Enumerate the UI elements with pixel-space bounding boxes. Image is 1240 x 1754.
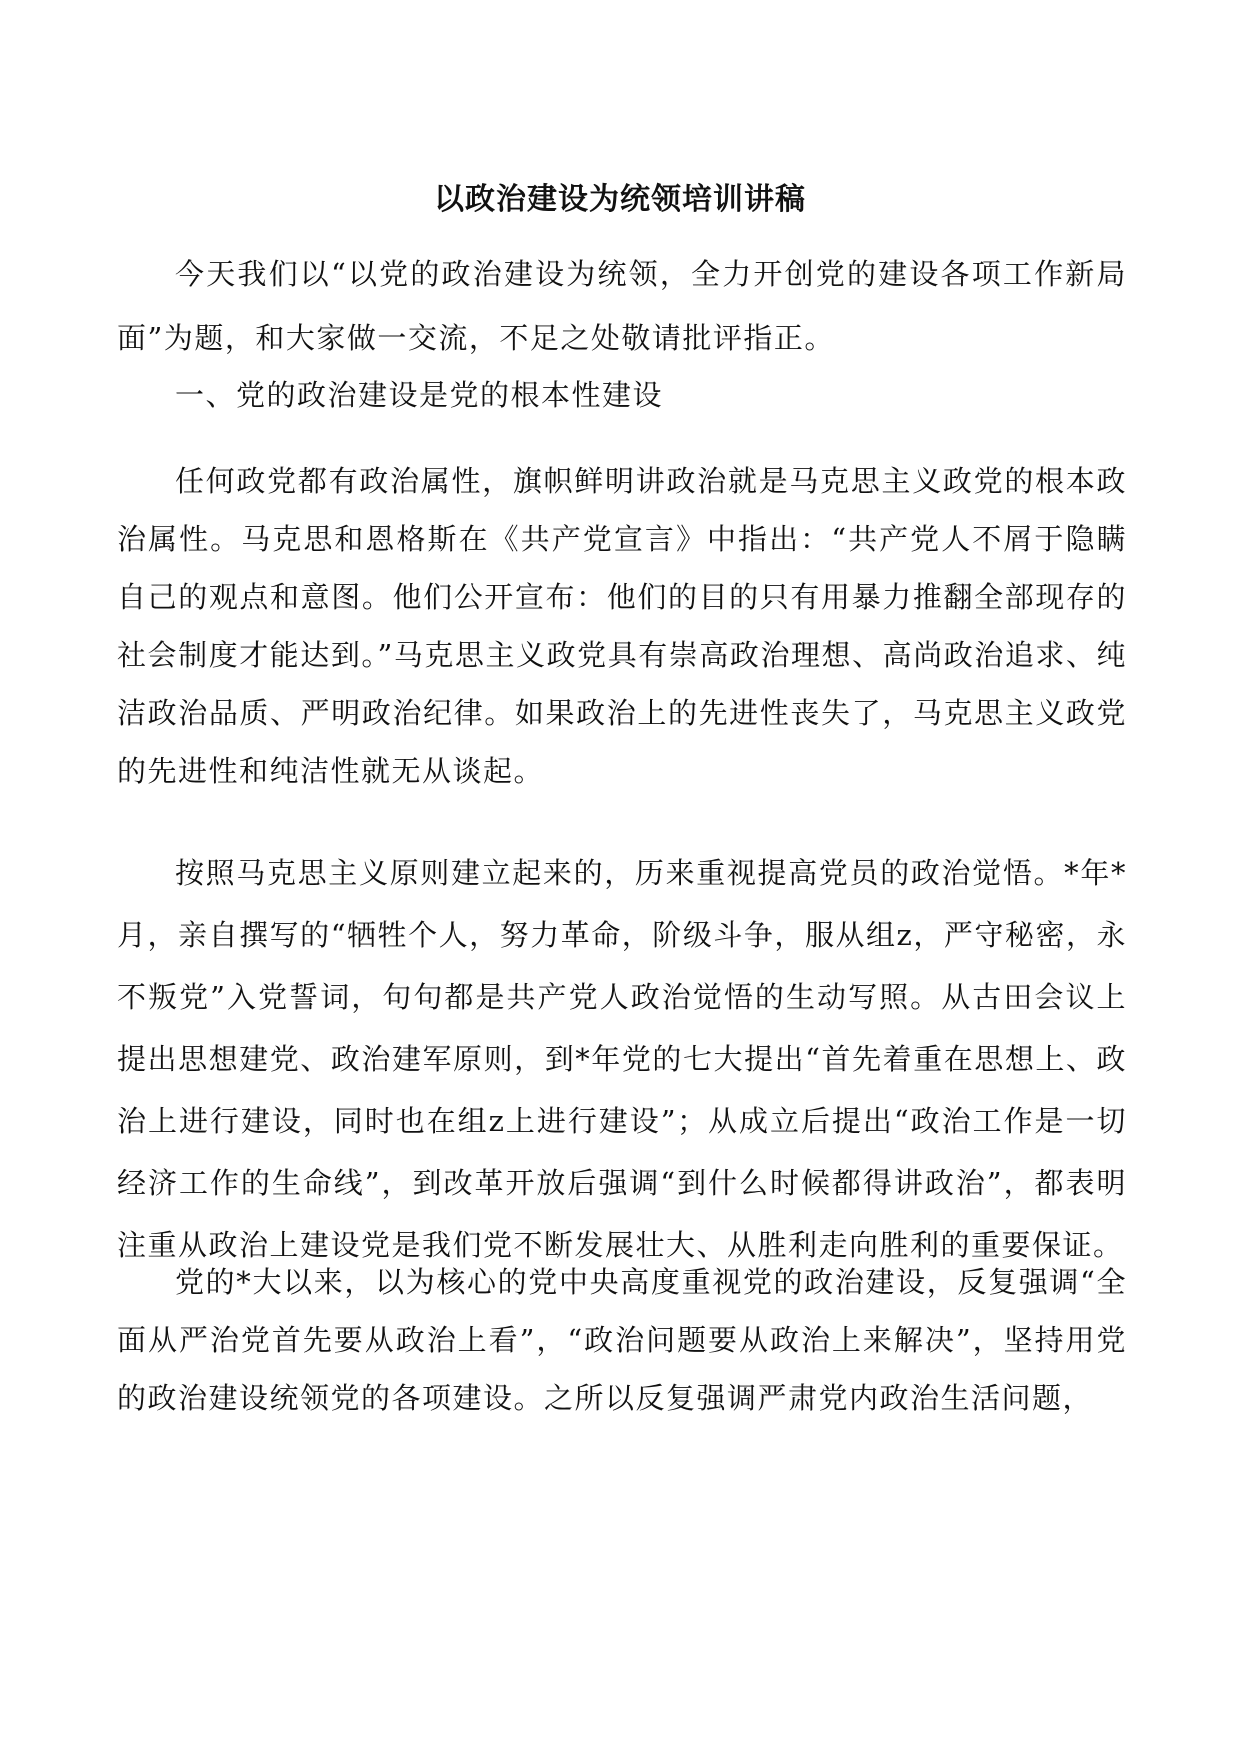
paragraph-intro: 今天我们以“以党的政治建设为统领，全力开创党的建设各项工作新局面”为题，和大家做一交流，不足之处敬请批评指正。: [117, 257, 1127, 355]
section-heading-1: 一、党的政治建设是党的根本性建设: [175, 378, 664, 412]
paragraph-central-committee: 党的*大以来，以为核心的党中央高度重视党的政治建设，反复强调“全面从严治党首先要从政治上看”，“政治问题要从政治上来解决”，坚持用党的政治建设统领党的各项建设。之所以反复强调严肃党内政治生活问题，: [117, 1265, 1127, 1415]
document-title: 以政治建设为统领培训讲稿: [434, 182, 806, 217]
paragraph-political-attribute: 任何政党都有政治属性，旗帜鲜明讲政治就是马克思主义政党的根本政治属性。马克思和恩格斯在《共产党宣言》中指出：“共产党人不屑于隐瞒自己的观点和意图。他们公开宣布：他们的目的只有用暴力推翻全部现存的社会制度才能达到。”马克思主义政党具有崇高政治理想、高尚政治追求、纯洁政治品质、严明政治纪律。如果政治上的先进性丧失了，马克思主义政党的先进性和纯洁性就无从谈起。: [117, 464, 1127, 788]
paragraph-party-history: 按照马克思主义原则建立起来的，历来重视提高党员的政治觉悟。*年*月，亲自撰写的“牺牲个人，努力革命，阶级斗争，服从组z，严守秘密，永不叛党”入党誓词，句句都是共产党人政治觉悟的生动写照。从古田会议上提出思想建党、政治建军原则，到*年党的七大提出“首先着重在思想上、政治上进行建设，同时也在组z上进行建设”；从成立后提出“政治工作是一切经济工作的生命线”，到改革开放后强调“到什么时候都得讲政治”，都表明注重从政治上建设党是我们党不断发展壮大、从胜利走向胜利的重要保证。: [117, 856, 1127, 1262]
